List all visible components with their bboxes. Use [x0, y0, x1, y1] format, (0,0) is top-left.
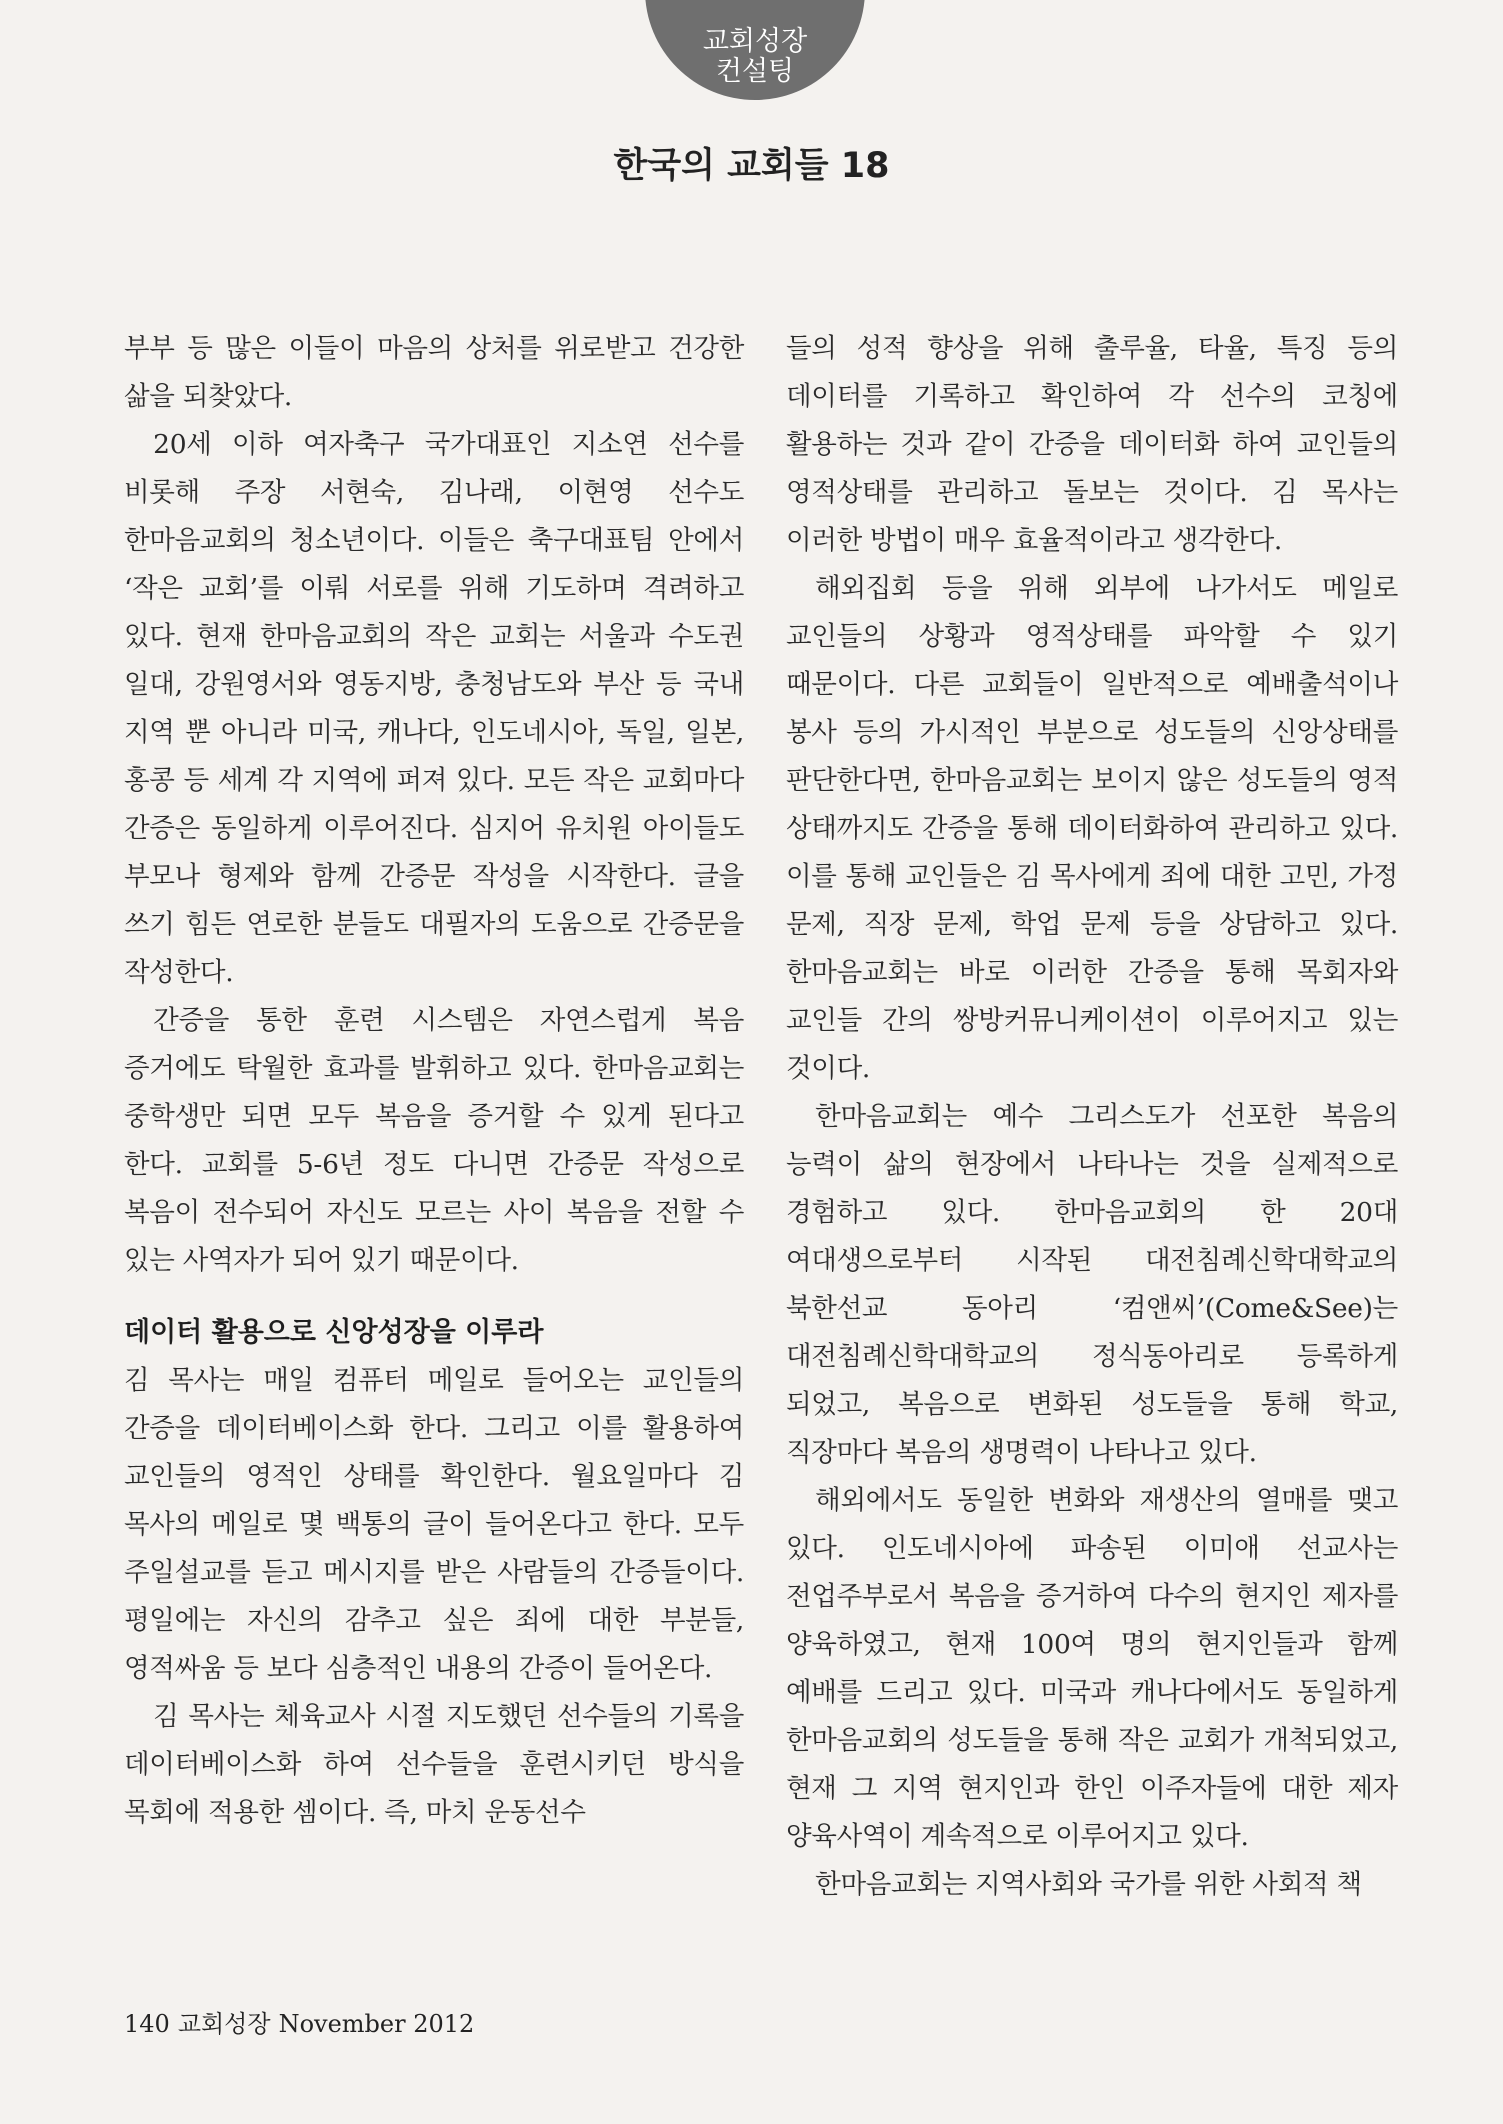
- paragraph: 한마음교회는 지역사회와 국가를 위한 사회적 책: [815, 1869, 1362, 1900]
- issue-date: November 2012: [278, 2010, 475, 2038]
- paragraph: 김 목사는 체육교사 시절 지도했던 선수들의 기록을 데이터베이스화 하여 선수들을 훈련시키던 방식을 목회에 적용한 셈이다. 즉, 마치 운동선수: [124, 1701, 744, 1828]
- paragraph: 20세 이하 여자축구 국가대표인 지소연 선수를 비롯해 주장 서현숙, 김나래, 이현영 선수도 한마음교회의 청소년이다. 이들은 축구대표팀 안에서 ‘작은 교회’를 이뤄 서로를 위해 기도하며 격려하고 있다. 현재 한마음교회의 작은 교회는 서울과 수도권 일대, 강원영서와 영동지방, 충청남도와 부산 등 국내 지역 뿐 아니라 미국, 캐나다, 인도네시아, 독일, 일본, 홍콩 등 세계 각 지역에 퍼져 있다. 모든 작은 교회마다 간증은 동일하게 이루어진다. 심지어 유치원 아이들도 부모나 형제와 함께 간증문 작성을 시작한다. 글을 쓰기 힘든 연로한 분들도 대필자의 도움으로 간증문을 작성한다.: [124, 429, 744, 988]
- left-column: [124, 325, 744, 1837]
- paragraph: 부부 등 많은 이들이 마음의 상처를 위로받고 건강한 삶을 되찾았다.: [124, 333, 744, 412]
- badge-line-2: 컨설팅: [715, 56, 795, 87]
- page-footer: [124, 2004, 482, 2039]
- right-column: [786, 325, 1398, 1909]
- section-badge: [645, 0, 865, 100]
- magazine-name: 교회성장: [177, 2010, 271, 2038]
- paragraph: 해외집회 등을 위해 외부에 나가서도 메일로 교인들의 상황과 영적상태를 파악할 수 있기 때문이다. 다른 교회들이 일반적으로 예배출석이나 봉사 등의 가시적인 부분으로 성도들의 신앙상태를 판단한다면, 한마음교회는 보이지 않은 성도들의 영적 상태까지도 간증을 통해 데이터화하여 관리하고 있다. 이를 통해 교인들은 김 목사에게 죄에 대한 고민, 가정 문제, 직장 문제, 학업 문제 등을 상담하고 있다. 한마음교회는 바로 이러한 간증을 통해 목회자와 교인들 간의 쌍방커뮤니케이션이 이루어지고 있는 것이다.: [786, 573, 1398, 1084]
- article-title: 한국의 교회들 18: [613, 146, 890, 186]
- page-number: 140: [124, 2010, 170, 2038]
- section-subheading: 데이터 활용으로 신앙성장을 이루라: [124, 1317, 544, 1348]
- paragraph: 한마음교회는 예수 그리스도가 선포한 복음의 능력이 삶의 현장에서 나타나는 것을 실제적으로 경험하고 있다. 한마음교회의 한 20대 여대생으로부터 시작된 대전침례신학대학교의 북한선교 동아리 ‘컴앤씨’(Come&See)는 대전침례신학대학교의 정식동아리로 등록하게 되었고, 복음으로 변화된 성도들을 통해 학교, 직장마다 복음의 생명력이 나타나고 있다.: [786, 1101, 1398, 1468]
- badge-line-1: 교회성장: [702, 26, 808, 57]
- paragraph: 들의 성적 향상을 위해 출루율, 타율, 특징 등의 데이터를 기록하고 확인하여 각 선수의 코칭에 활용하는 것과 같이 간증을 데이터화 하여 교인들의 영적상태를 관리하고 돌보는 것이다. 김 목사는 이러한 방법이 매우 효율적이라고 생각한다.: [786, 333, 1398, 556]
- paragraph: 김 목사는 매일 컴퓨터 메일로 들어오는 교인들의 간증을 데이터베이스화 한다. 그리고 이를 활용하여 교인들의 영적인 상태를 확인한다. 월요일마다 김 목사의 메일로 몇 백통의 글이 들어온다고 한다. 모두 주일설교를 듣고 메시지를 받은 사람들의 간증들이다. 평일에는 자신의 감추고 싶은 죄에 대한 부분들, 영적싸움 등 보다 심층적인 내용의 간증이 들어온다.: [124, 1365, 744, 1684]
- paragraph: 해외에서도 동일한 변화와 재생산의 열매를 맺고 있다. 인도네시아에 파송된 이미애 선교사는 전업주부로서 복음을 증거하여 다수의 현지인 제자를 양육하였고, 현재 100여 명의 현지인들과 함께 예배를 드리고 있다. 미국과 캐나다에서도 동일하게 한마음교회의 성도들을 통해 작은 교회가 개척되었고, 현재 그 지역 현지인과 한인 이주자들에 대한 제자 양육사역이 계속적으로 이루어지고 있다.: [786, 1485, 1398, 1852]
- paragraph: 간증을 통한 훈련 시스템은 자연스럽게 복음 증거에도 탁월한 효과를 발휘하고 있다. 한마음교회는 중학생만 되면 모두 복음을 증거할 수 있게 된다고 한다. 교회를 5-6년 정도 다니면 간증문 작성으로 복음이 전수되어 자신도 모르는 사이 복음을 전할 수 있는 사역자가 되어 있기 때문이다.: [124, 1005, 744, 1276]
